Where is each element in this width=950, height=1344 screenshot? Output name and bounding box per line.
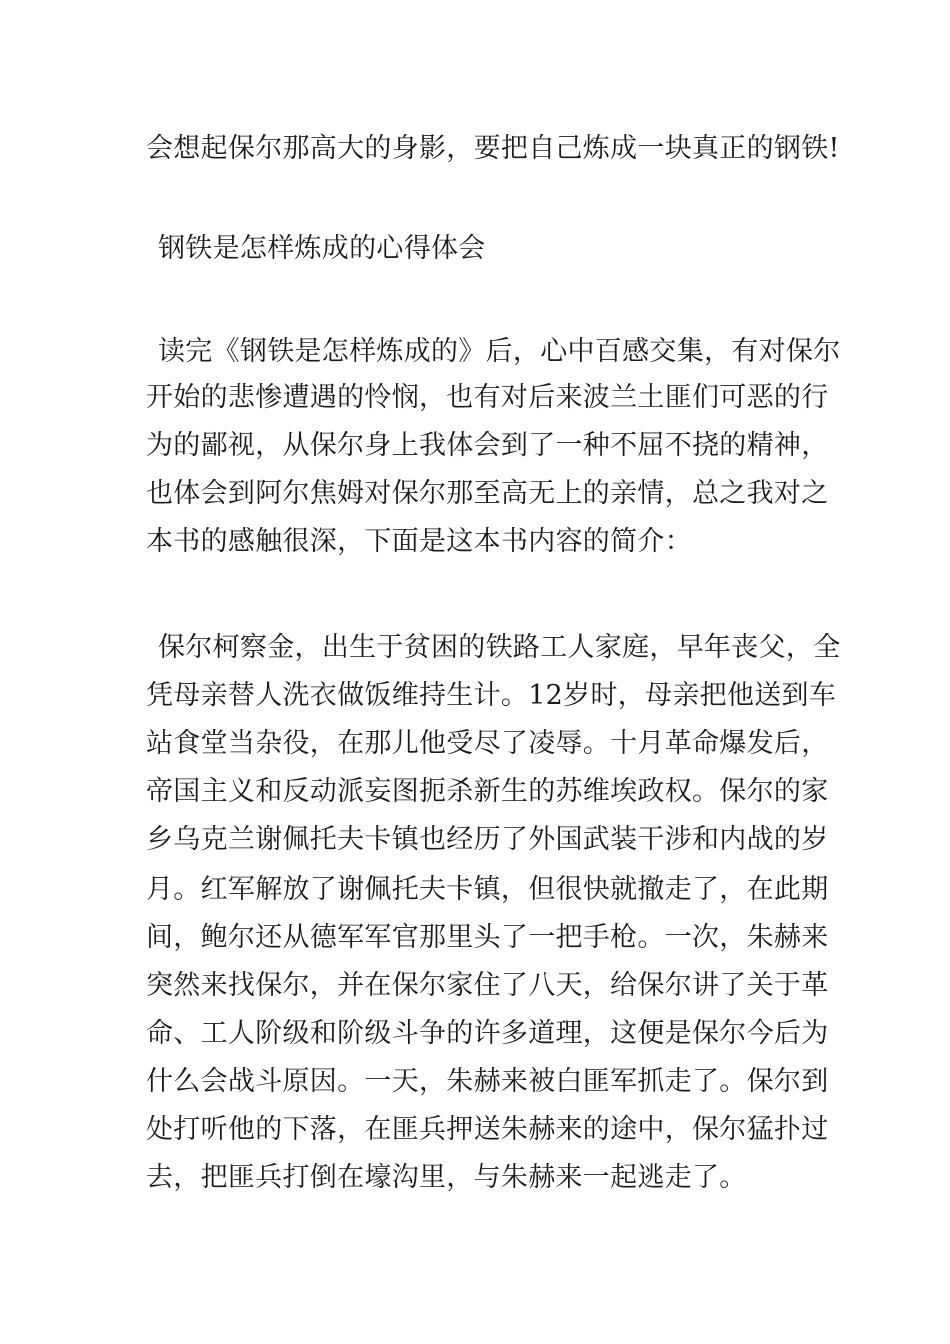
paragraph-line: 为的鄙视，从保尔身上我体会到了一种不屈不挠的精神， <box>146 430 829 461</box>
paragraph-line: 什么会战斗原因。一天，朱赫来被白匪军抓走了。保尔到 <box>146 1066 829 1097</box>
paragraph-line: 间，鲍尔还从德军军官那里头了一把手枪。一次，朱赫来 <box>146 922 829 953</box>
paragraph-line: 凭母亲替人洗衣做饭维持生计。12岁时，母亲把他送到车 <box>146 680 837 711</box>
paragraph-line: 处打听他的下落，在匪兵押送朱赫来的途中，保尔猛扑过 <box>146 1114 829 1145</box>
paragraph-line: 突然来找保尔，并在保尔家住了八天，给保尔讲了关于革 <box>146 970 829 1001</box>
paragraph-line: 读完《钢铁是怎样炼成的》后，心中百感交集，有对保尔 <box>158 336 841 367</box>
paragraph-line: 开始的悲惨遭遇的怜悯，也有对后来波兰土匪们可恶的行 <box>146 382 829 413</box>
paragraph-line: 本书的感触很深，下面是这本书内容的简介： <box>146 526 692 557</box>
paragraph-line: 站食堂当杂役，在那儿他受尽了凌辱。十月革命爆发后， <box>146 728 829 759</box>
paragraph-line: 也体会到阿尔焦姆对保尔那至高无上的亲情，总之我对之 <box>146 478 829 509</box>
section-heading: 钢铁是怎样炼成的心得体会 <box>158 233 486 264</box>
paragraph-line: 月。红军解放了谢佩托夫卡镇，但很快就撤走了，在此期 <box>146 874 829 905</box>
paragraph-line: 去，把匪兵打倒在壕沟里，与朱赫来一起逃走了。 <box>146 1162 747 1193</box>
paragraph-line: 乡乌克兰谢佩托夫卡镇也经历了外国武装干涉和内战的岁 <box>146 824 829 855</box>
paragraph-line: 保尔柯察金，出生于贫困的铁路工人家庭，早年丧父，全 <box>158 632 841 663</box>
paragraph-line: 命、工人阶级和阶级斗争的许多道理，这便是保尔今后为 <box>146 1018 829 1049</box>
paragraph-line: 帝国主义和反动派妄图扼杀新生的苏维埃政权。保尔的家 <box>146 776 829 807</box>
text-line: 会想起保尔那高大的身影，要把自己炼成一块真正的钢铁! <box>146 133 840 164</box>
